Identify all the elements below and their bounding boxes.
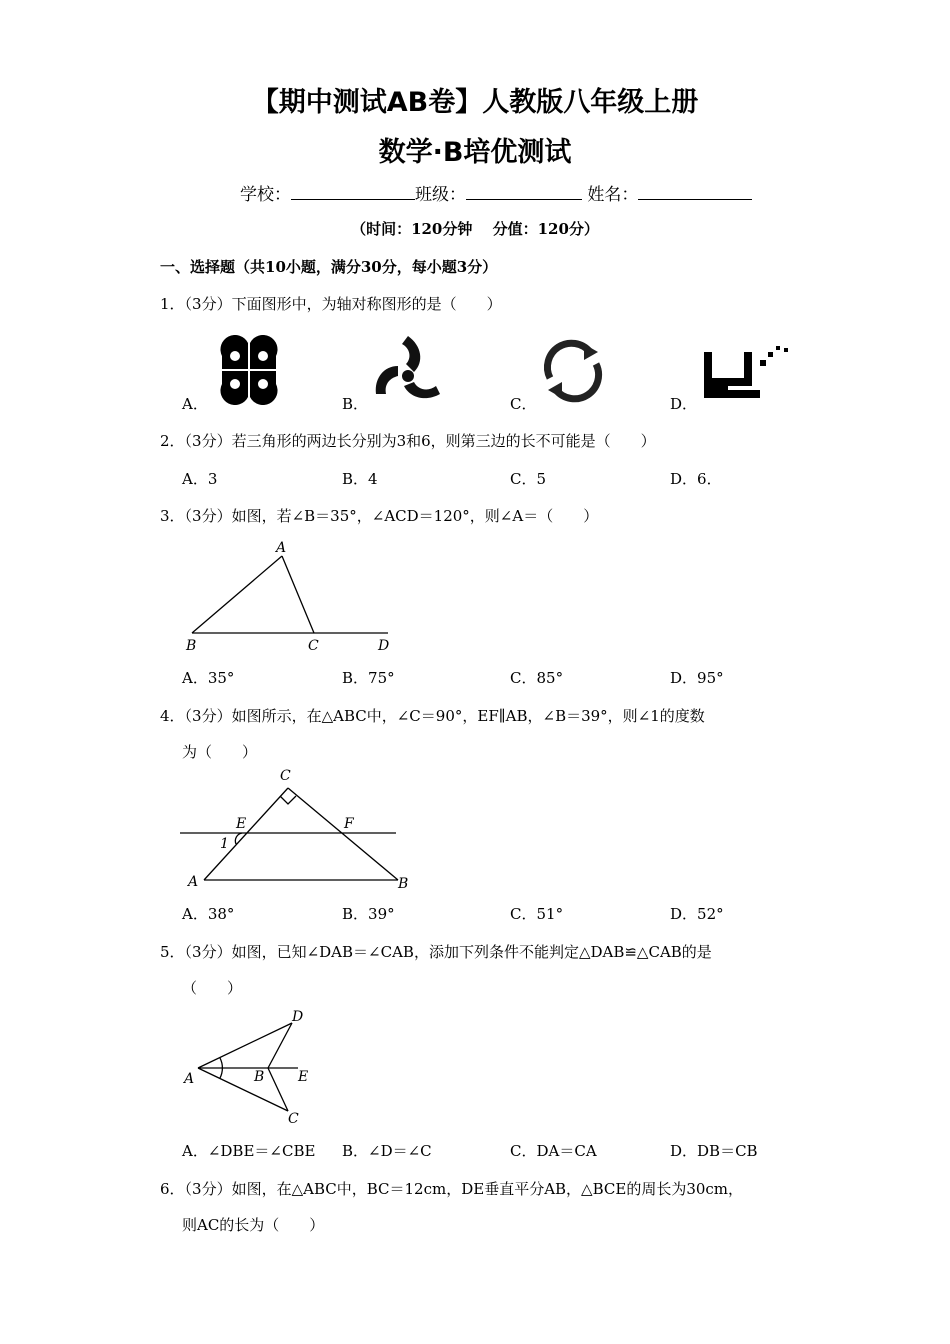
class-blank — [466, 184, 582, 200]
q3-option-d[interactable]: D．95° — [670, 669, 724, 687]
q4-stem-line2: 为（ ） — [182, 743, 258, 761]
q4-label-a: A — [188, 874, 199, 890]
q5-label-c: C — [288, 1111, 299, 1127]
q5-option-a[interactable]: A．∠DBE＝∠CBE — [182, 1142, 316, 1160]
q2-stem: 2．（3分）若三角形的两边长分别为3和6，则第三边的长不可能是（ ） — [160, 432, 656, 450]
q1-stem: 1．（3分）下面图形中，为轴对称图形的是（ ） — [160, 295, 502, 313]
q4-label-f: F — [344, 816, 354, 832]
page-subtitle: 数学·B培优测试 — [378, 137, 572, 168]
q1-option-d-figure — [700, 342, 790, 402]
q5-option-b[interactable]: B．∠D＝∠C — [342, 1142, 432, 1160]
q3-stem: 3．（3分）如图，若∠B＝35°，∠ACD＝120°，则∠A＝（ ） — [160, 507, 599, 525]
q5-stem-line2: （ ） — [182, 979, 243, 997]
school-label: 学校： — [240, 185, 291, 205]
q1-option-b[interactable]: B． — [342, 395, 369, 413]
q2-option-a[interactable]: A．3 — [182, 470, 218, 488]
q4-figure — [176, 764, 416, 894]
q1-option-b-figure — [370, 332, 446, 408]
name-label: 姓名： — [587, 185, 639, 205]
class-label: 班级： — [415, 185, 466, 205]
q2-option-b[interactable]: B．4 — [342, 470, 378, 488]
q3-option-b[interactable]: B．75° — [342, 669, 395, 687]
q6-stem-line2: 则AC的长为（ ） — [182, 1216, 325, 1234]
q4-label-e: E — [236, 816, 247, 832]
q3-label-b: B — [186, 638, 197, 654]
q4-option-c[interactable]: C．51° — [510, 905, 564, 923]
q3-label-a: A — [276, 540, 287, 556]
q1-option-c-figure — [538, 338, 608, 404]
q5-label-e: E — [298, 1069, 309, 1085]
section-heading: 一、选择题（共10小题，满分30分，每小题3分） — [160, 258, 498, 276]
time-info: （时间：120分钟 分值：120分） — [351, 220, 599, 238]
q6-stem-line1: 6．（3分）如图，在△ABC中，BC＝12cm，DE垂直平分AB，△BCE的周长为30cm， — [160, 1180, 744, 1198]
q3-option-a[interactable]: A．35° — [182, 669, 235, 687]
q4-option-a[interactable]: A．38° — [182, 905, 235, 923]
q4-label-b: B — [398, 876, 409, 892]
q5-stem-line1: 5．（3分）如图，已知∠DAB＝∠CAB，添加下列条件不能判定△DAB≌△CAB的是 — [160, 943, 712, 961]
q3-label-c: C — [308, 638, 319, 654]
info-fields — [240, 180, 752, 205]
q2-option-d[interactable]: D．6． — [670, 470, 722, 488]
q3-option-c[interactable]: C．85° — [510, 669, 564, 687]
q5-label-a: A — [184, 1071, 195, 1087]
school-blank — [291, 184, 415, 200]
page-title: 【期中测试AB卷】人教版八年级上册 — [251, 87, 699, 118]
q1-option-c[interactable]: C． — [510, 395, 537, 413]
q4-stem-line1: 4．（3分）如图所示，在△ABC中，∠C＝90°，EF∥AB，∠B＝39°，则∠1的度数 — [160, 707, 705, 725]
q1-option-a-figure — [214, 335, 284, 405]
name-blank — [638, 184, 752, 200]
q4-option-d[interactable]: D．52° — [670, 905, 724, 923]
q3-label-d: D — [378, 638, 390, 654]
q3-figure — [180, 538, 400, 658]
q4-label-1: 1 — [220, 836, 229, 852]
q4-option-b[interactable]: B．39° — [342, 905, 395, 923]
q5-figure — [180, 1005, 330, 1130]
q2-option-c[interactable]: C．5 — [510, 470, 547, 488]
q5-label-b: B — [254, 1069, 265, 1085]
q1-option-a[interactable]: A． — [182, 395, 208, 413]
q5-label-d: D — [292, 1009, 304, 1025]
q4-label-c: C — [280, 768, 291, 784]
q5-option-d[interactable]: D．DB＝CB — [670, 1142, 758, 1160]
q5-option-c[interactable]: C．DA＝CA — [510, 1142, 597, 1160]
q1-option-d[interactable]: D． — [670, 395, 698, 413]
